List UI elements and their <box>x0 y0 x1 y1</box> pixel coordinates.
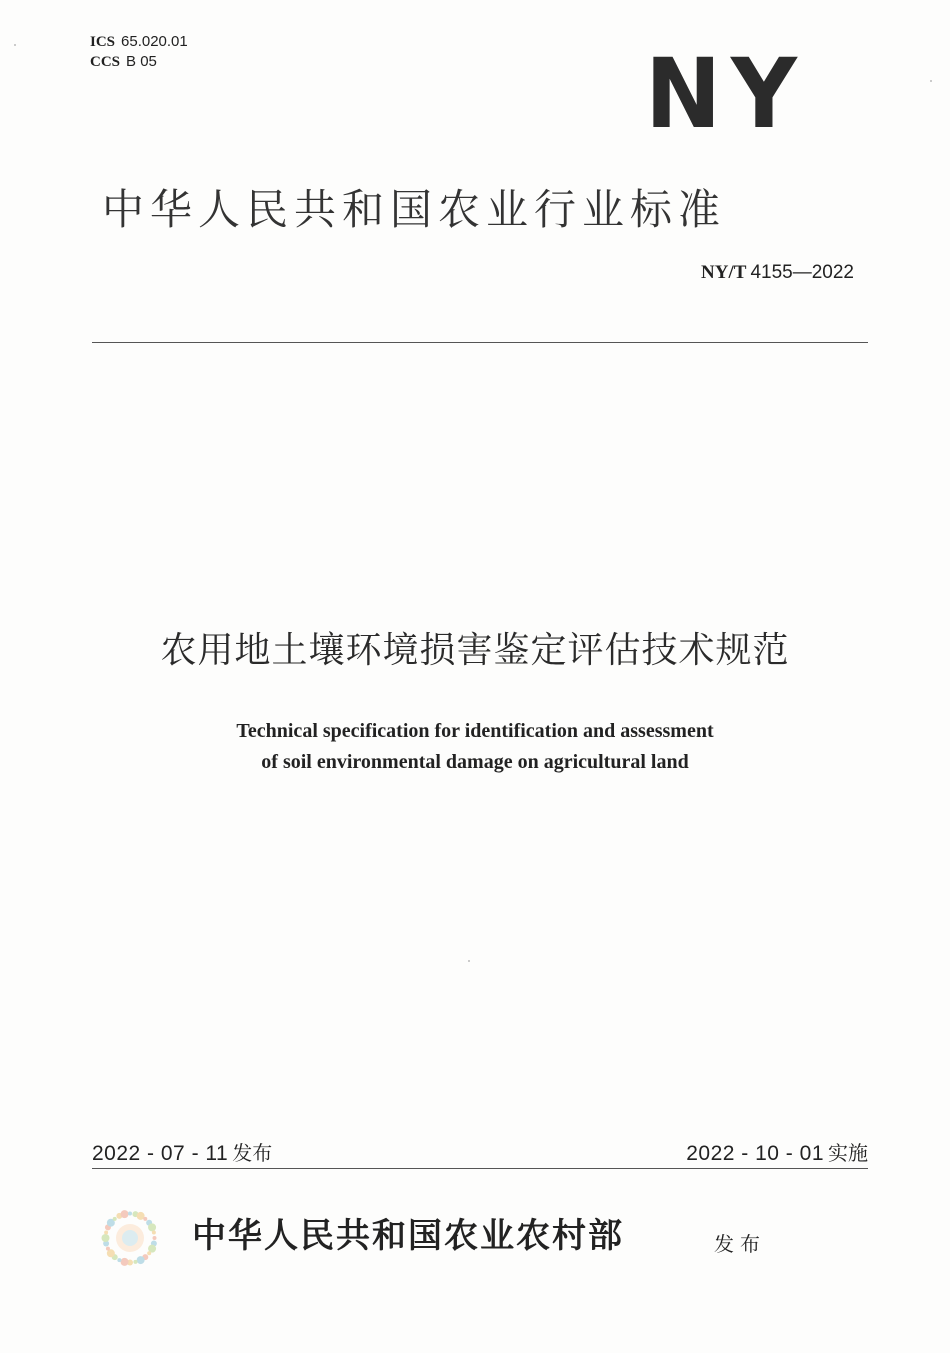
standard-number-prefix: NY/T <box>701 262 747 283</box>
seal-dot <box>128 1212 132 1216</box>
ics-label: ICS <box>90 34 116 50</box>
seal-dot <box>117 1258 121 1262</box>
ics-code <box>90 32 188 52</box>
scan-speck <box>930 80 932 82</box>
seal-dot <box>104 1231 108 1235</box>
seal-dot <box>102 1234 110 1242</box>
seal-dot <box>113 1217 117 1221</box>
seal-dot <box>121 1210 129 1218</box>
release-date: 2022 - 07 - 11 <box>92 1142 229 1165</box>
seal-dot <box>121 1258 129 1266</box>
seal-dot <box>147 1251 151 1255</box>
english-title-line-1: Technical specification for identification and assessment <box>236 720 714 742</box>
ccs-label: CCS <box>90 54 121 70</box>
release-date-block <box>92 1137 272 1166</box>
seal-dot <box>133 1260 137 1264</box>
standard-number-value: 4155—2022 <box>750 262 854 283</box>
document-title-chinese: 农用地土壤环境损害鉴定评估技术规范 <box>160 630 790 671</box>
seal-dot <box>152 1231 156 1235</box>
release-word: 发布 <box>232 1141 273 1165</box>
document-title-english <box>0 716 950 778</box>
seal-dot <box>106 1247 110 1251</box>
scan-speck <box>468 960 470 962</box>
seal-dot <box>148 1223 156 1231</box>
ny-logo: NY <box>645 38 807 150</box>
standard-number <box>701 262 854 284</box>
seal-dot <box>143 1217 147 1221</box>
ccs-code <box>90 52 188 72</box>
ccs-value: B 05 <box>126 53 157 70</box>
seal-dot <box>137 1256 145 1264</box>
implementation-date: 2022 - 10 - 01 <box>686 1142 824 1165</box>
top-divider <box>92 342 868 343</box>
implementation-word: 实施 <box>828 1141 868 1165</box>
publish-word: 发布 <box>714 1232 766 1256</box>
publisher-name: 中华人民共和国农业农村部 <box>192 1216 624 1256</box>
ics-value: 65.020.01 <box>121 33 188 50</box>
bottom-divider <box>92 1168 868 1169</box>
classification-codes <box>90 32 188 72</box>
standard-category-title: 中华人民共和国农业行业标准 <box>102 185 727 234</box>
implementation-date-block <box>686 1137 868 1166</box>
seal-dot <box>153 1236 157 1240</box>
ministry-seal-icon <box>94 1202 166 1274</box>
english-title-line-2: of soil environmental damage on agricultural land <box>261 751 689 773</box>
scan-speck <box>14 44 16 46</box>
